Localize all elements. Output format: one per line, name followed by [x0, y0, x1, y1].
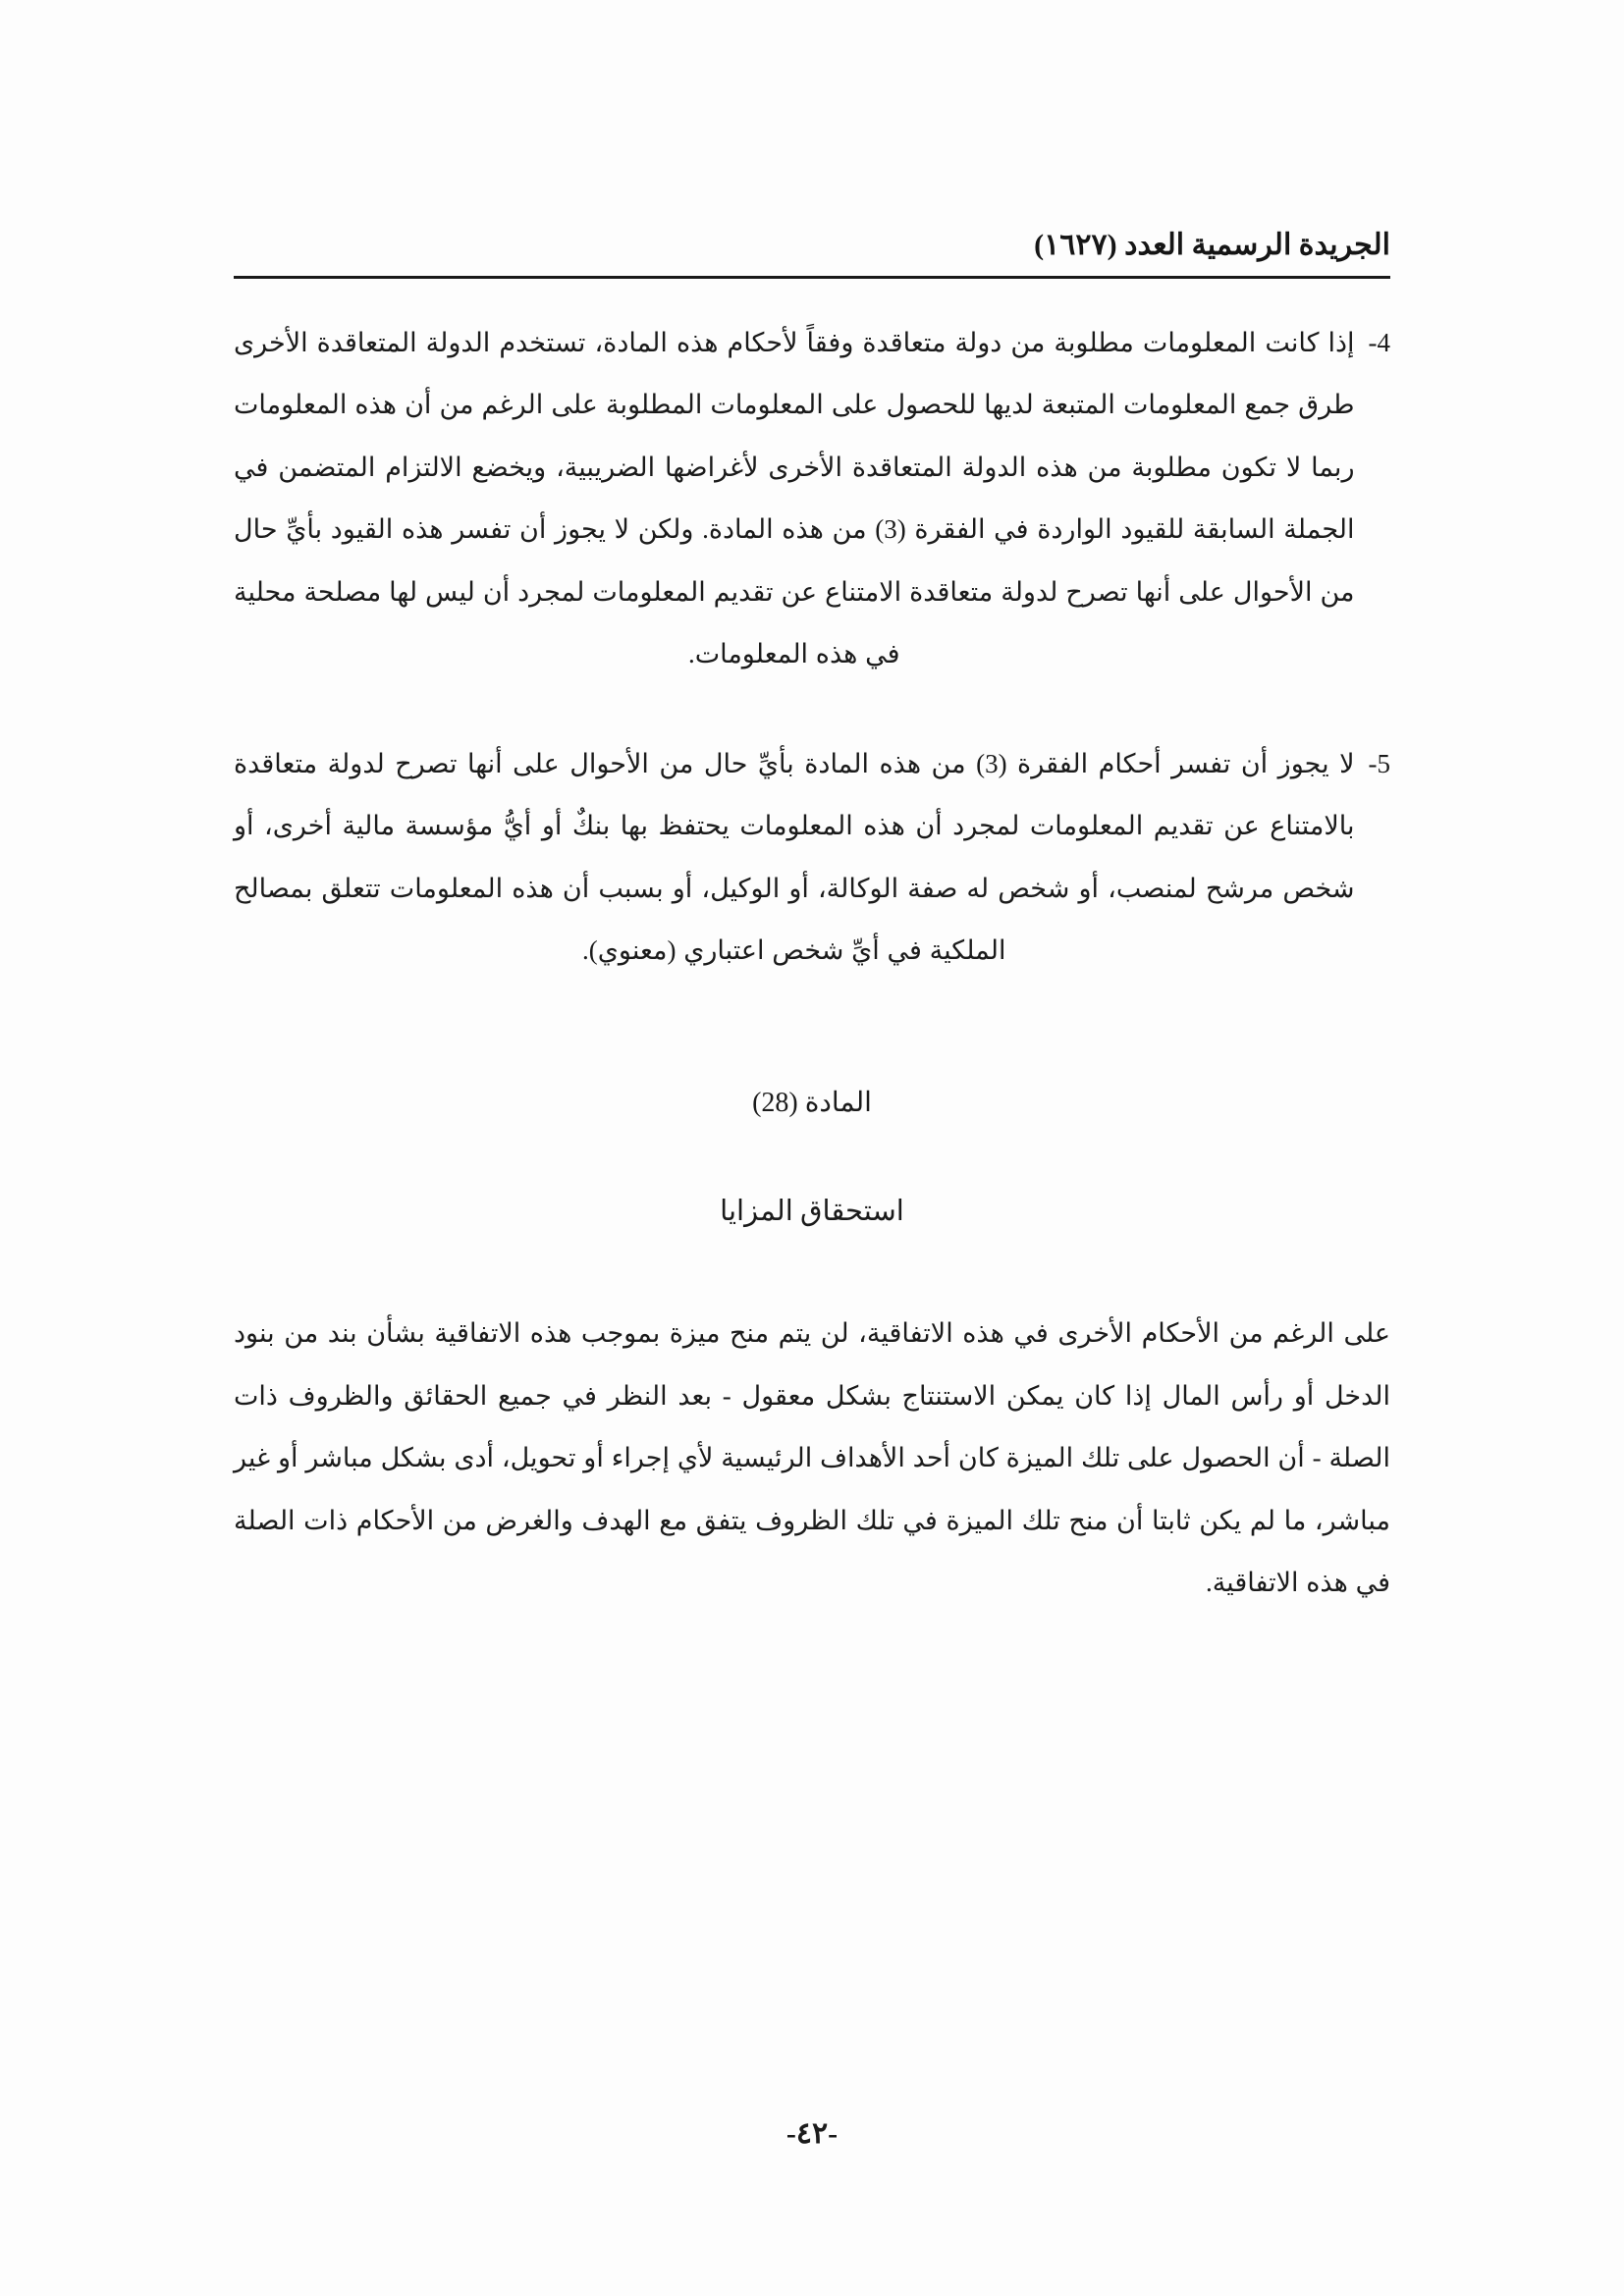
- header-divider: [234, 276, 1390, 279]
- article-label: المادة (28): [752, 1088, 872, 1119]
- paragraph-text: على الرغم من الأحكام الأخرى في هذه الاتفاقية، لن يتم منح ميزة بموجب هذه الاتفاقية بشأن بند من بنود الدخل أو رأس المال إذا كان يمكن الاستنتاج بشكل معقول - بعد النظر في جميع الحقائق والظروف ذات الصلة - أن الحصول على تلك الميزة كان أحد الأهداف الرئيسية لأي إجراء أو تحويل، أدى بشكل مباشر أو غير مباشر، ما لم يكن ثابتا أن منح تلك الميزة في تلك الظروف يتفق مع الهدف والغرض من الأحكام ذات الصلة في هذه الاتفاقية.: [234, 1318, 1390, 1598]
- article-title: استحقاق المزايا: [720, 1196, 904, 1228]
- list-item-number: 4-: [1368, 328, 1390, 357]
- spacer: [234, 1029, 1390, 1086]
- paragraph-text: لا يجوز أن تفسر أحكام الفقرة (3) من هذه المادة بأيِّ حال من الأحوال على أنها تصرح لدولة متعاقدة بالامتناع عن تقديم المعلومات لمجرد أن هذه المعلومات يحتفظ بها بنكٌ أو أيُّ مؤسسة مالية أخرى، أو شخص مرشح لمنصب، أو شخص له صفة الوكالة، أو الوكيل، أو بسبب أن هذه المعلومات تتعلق بمصالح الملكية في أيِّ شخص اعتباري (معنوي).: [234, 748, 1355, 965]
- spacer: [234, 1119, 1390, 1194]
- article-body: [234, 1303, 1390, 1614]
- list-item-body: [234, 733, 1355, 1004]
- page-number: -٤٢-: [785, 2117, 839, 2150]
- list-item: [234, 733, 1390, 1004]
- list-item-number: 5-: [1368, 748, 1390, 778]
- list-item: [234, 312, 1390, 708]
- page-header: [234, 228, 1390, 279]
- gazette-header-text: الجريدة الرسمية العدد (١٦٢٧): [1034, 229, 1390, 261]
- list-item-body: [234, 312, 1355, 708]
- spacer: [234, 1228, 1390, 1303]
- page-content: [234, 228, 1390, 1636]
- paragraph-text: إذا كانت المعلومات مطلوبة من دولة متعاقدة وفقاً لأحكام هذه المادة، تستخدم الدولة المتعاقدة الأخرى طرق جمع المعلومات المتبعة لديها للحصول على المعلومات المطلوبة على الرغم من أن هذه المعلومات ربما لا تكون مطلوبة من هذه الدولة المتعاقدة الأخرى لأغراضها الضريبية، ويخضع الالتزام المتضمن في الجملة السابقة للقيود الواردة في الفقرة (3) من هذه المادة. ولكن لا يجوز أن تفسر هذه القيود بأيِّ حال من الأحوال على أنها تصرح لدولة متعاقدة الامتناع عن تقديم المعلومات لمجرد أن ليس لها مصلحة محلية في هذه المعلومات.: [234, 328, 1355, 669]
